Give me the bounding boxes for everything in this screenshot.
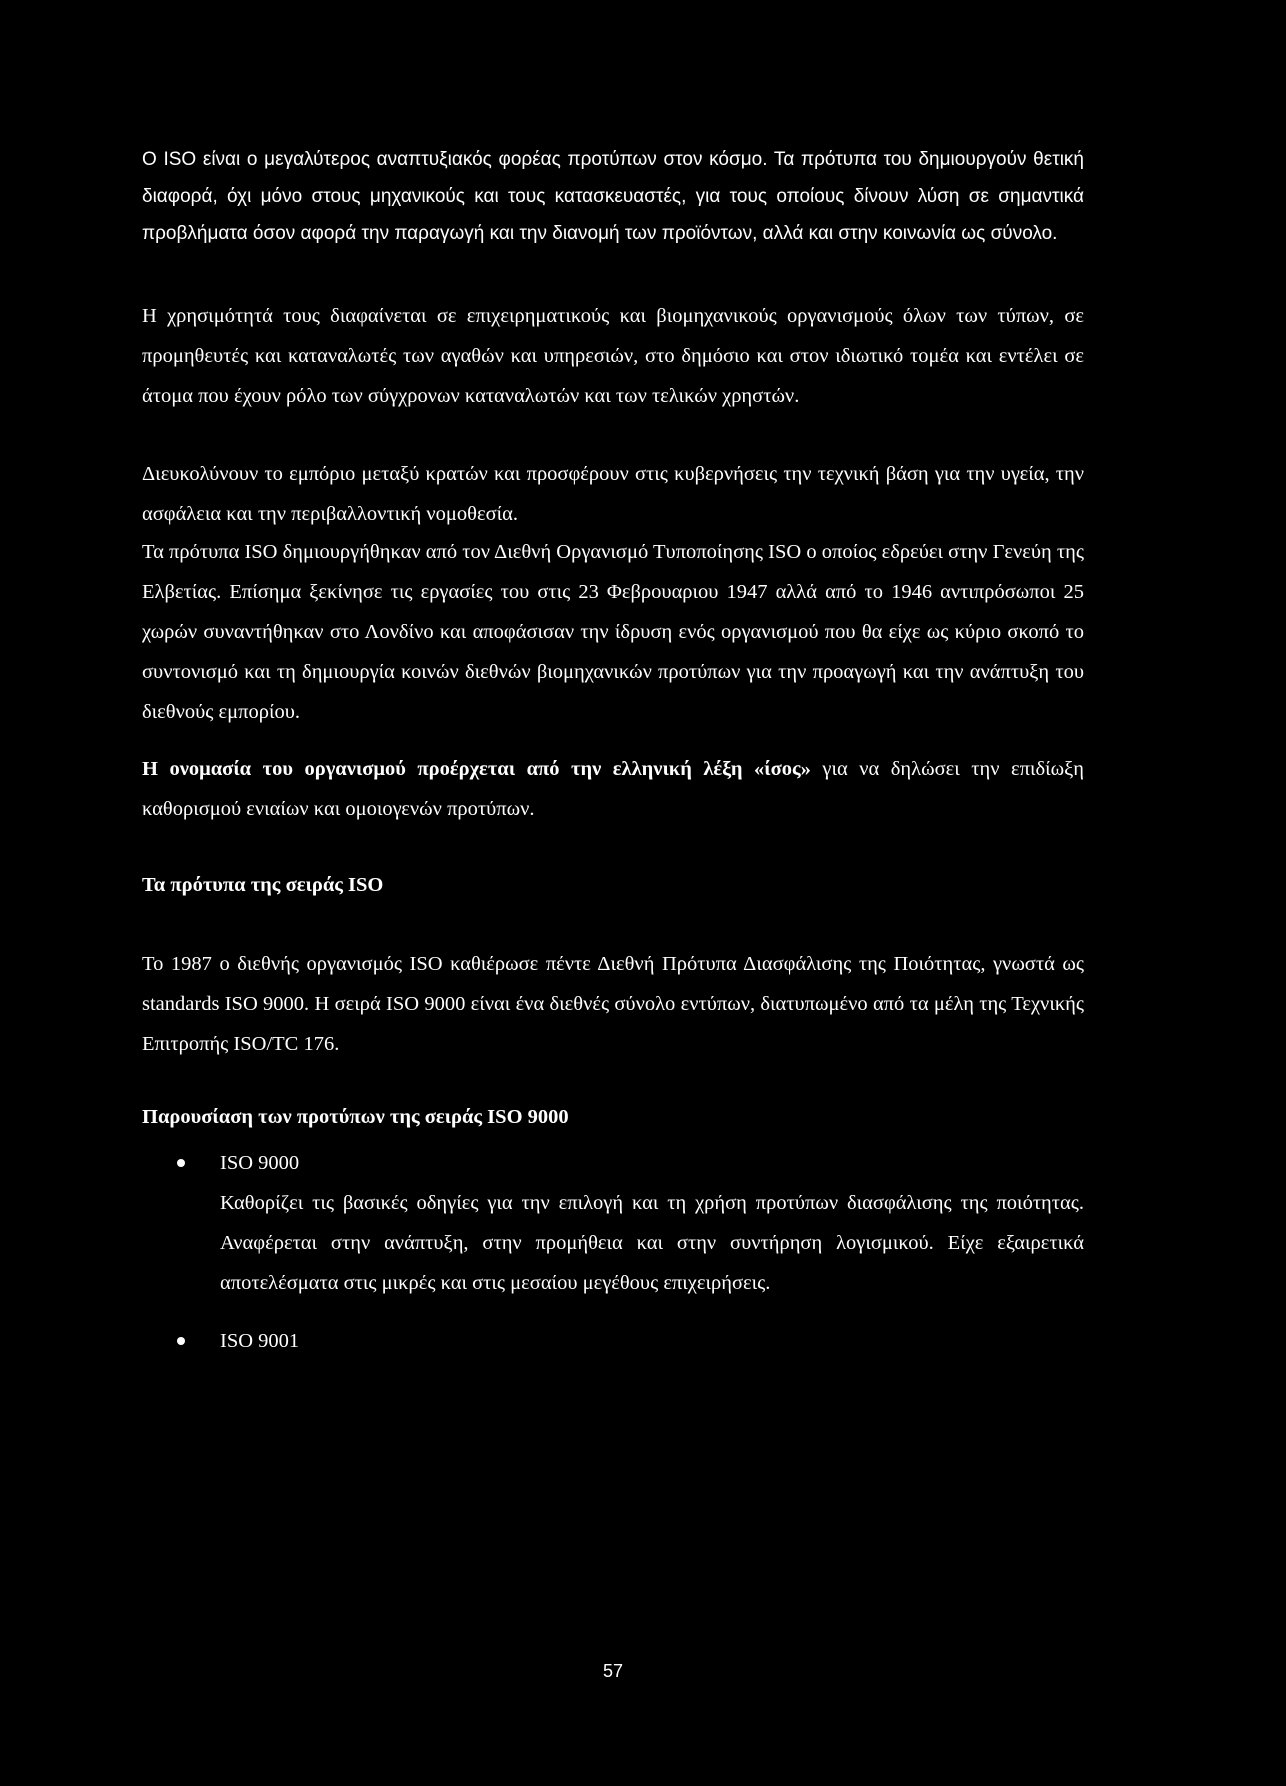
bullet-title-row xyxy=(142,1143,1084,1183)
iso-standards-list xyxy=(142,1143,1084,1361)
bullet-title: ISO 9000 xyxy=(220,1152,300,1174)
bullet-description: Καθορίζει τις βασικές οδηγίες για την επιλογή και τη χρήση προτύπων διασφάλισης της ποιότητας. Αναφέρεται στην ανάπτυξη, στην προμήθεια και στην συντήρηση λογισμικού. Είχε εξαιρετικά αποτελέσματα στις μικρές και στις μεσαίου μεγέθους επιχειρήσεις. xyxy=(220,1192,1084,1294)
paragraph-trade: Διευκολύνουν το εμπόριο μεταξύ κρατών και προσφέρουν στις κυβερνήσεις την τεχνική βάση για την υγεία, την ασφάλεια και την περιβαλλοντική νομοθεσία. xyxy=(142,463,1084,525)
paragraph-iso-9000-series: Το 1987 ο διεθνής οργανισμός ISO καθιέρωσε πέντε Διεθνή Πρότυπα Διασφάλισης της Ποιότητας, γνωστά ως standards ISO 9000. Η σειρά ISO 9000 είναι ένα διεθνές σύνολο εντύπων, διατυπωμένο από τα μέλη της Τεχνικής Επιτροπής ISO/TC 176. xyxy=(142,953,1084,1055)
section-heading: Τα πρότυπα της σειράς ISO xyxy=(142,874,384,896)
page-number: 57 xyxy=(602,1661,624,1681)
list-item xyxy=(142,1321,1084,1361)
paragraph-history: Τα πρότυπα ISO δημιουργήθηκαν από τον Διεθνή Οργανισμό Τυποποίησης ISO ο οποίος εδρεύει στην Γενεύη της Ελβετίας. Επίσημα ξεκίνησε τις εργασίες του στις 23 Φεβρουαριου 1947 αλλά από το 1946 αντιπρόσωποι 25 χωρών συναντήθηκαν στο Λονδίνο και αποφάσισαν την ίδρυση ενός οργανισμού που θα είχε ως κύριο σκοπό το συντονισμό και τη δημιουργία κοινών διεθνών βιομηχανικών προτύπων για την προαγωγή και την ανάπτυξη του διεθνούς εμπορίου. xyxy=(142,541,1084,723)
paragraph-usefulness: Η χρησιμότητά τους διαφαίνεται σε επιχειρηματικούς και βιομηχανικούς οργανισμούς όλων των τύπων, σε προμηθευτές και καταναλωτές των αγαθών και υπηρεσιών, στο δημόσιο και στον ιδιωτικό τομέα και εντέλει σε άτομα που έχουν ρόλο των σύγχρονων καταναλωτών και των τελικών χρηστών. xyxy=(142,305,1084,407)
document-page xyxy=(142,0,1084,1786)
paragraph-name-origin xyxy=(142,749,1084,829)
paragraph-iso-intro: Ο ISO είναι ο μεγαλύτερος αναπτυξιακός φορέας προτύπων στον κόσμο. Τα πρότυπα του δημιουργούν θετική διαφορά, όχι μόνο στους μηχανικούς και τους κατασκευαστές, για τους οποίους δίνουν λύση σε σημαντικά προβλήματα όσον αφορά την παραγωγή και την διανομή των προϊόντων, αλλά και στην κοινωνία ως σύνολο. xyxy=(142,149,1084,244)
name-origin-bold: Η ονομασία του οργανισμού προέρχεται από την ελληνική λέξη «ίσος» xyxy=(142,758,811,780)
bullet-icon xyxy=(177,1337,185,1345)
list-item xyxy=(142,1143,1084,1303)
subheading-presentation: Παρουσίαση των προτύπων της σειράς ISO 9000 xyxy=(142,1106,569,1128)
bullet-title: ISO 9001 xyxy=(220,1330,300,1352)
bullet-icon xyxy=(177,1159,185,1167)
name-origin-rest: για να δηλώσει την επιδίωξη καθορισμού ενιαίων και ομοιογενών προτύπων. xyxy=(142,758,1084,820)
bullet-title-row xyxy=(142,1321,1084,1361)
